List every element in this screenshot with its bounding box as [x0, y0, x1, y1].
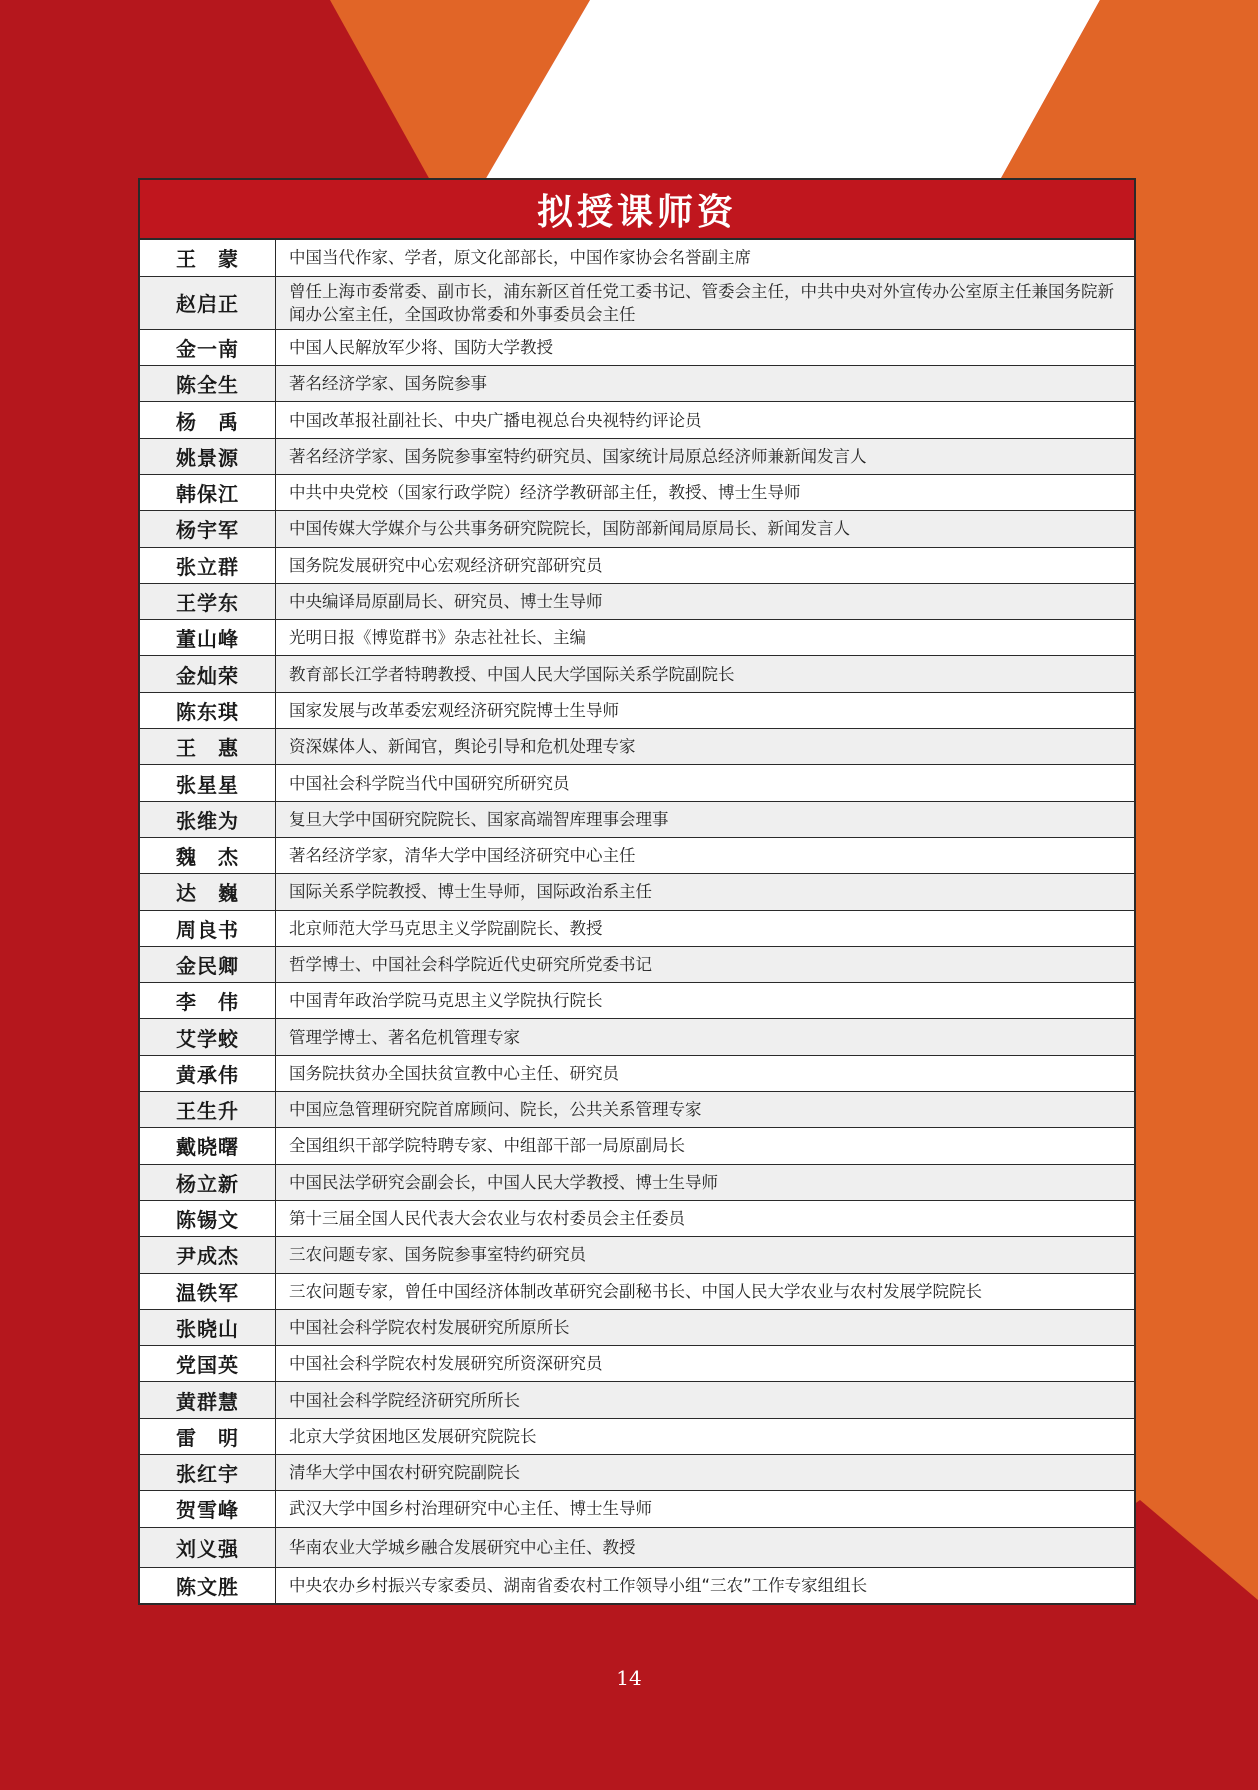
- faculty-description: 第十三届全国人民代表大会农业与农村委员会主任委员: [276, 1200, 1135, 1236]
- table-row: [140, 801, 1134, 837]
- table-row: [140, 1309, 1134, 1345]
- faculty-name: 黄群慧: [140, 1382, 276, 1418]
- faculty-description: 全国组织干部学院特聘专家、中组部干部一局原副局长: [276, 1128, 1135, 1164]
- table-row: [140, 366, 1134, 402]
- faculty-name: 刘义强: [140, 1527, 276, 1567]
- faculty-name: 贺雪峰: [140, 1491, 276, 1527]
- table-row: [140, 983, 1134, 1019]
- faculty-description: 北京大学贫困地区发展研究院院长: [276, 1418, 1135, 1454]
- faculty-name: 金一南: [140, 329, 276, 365]
- faculty-description: 中共中央党校（国家行政学院）经济学教研部主任，教授、博士生导师: [276, 474, 1135, 510]
- table-row: [140, 656, 1134, 692]
- table-row: [140, 1273, 1134, 1309]
- faculty-name: 张晓山: [140, 1309, 276, 1345]
- faculty-description: 中央农办乡村振兴专家委员、湖南省委农村工作领导小组“三农”工作专家组组长: [276, 1567, 1135, 1603]
- table-row: [140, 692, 1134, 728]
- table-row: [140, 1092, 1134, 1128]
- table-row: [140, 765, 1134, 801]
- faculty-name: 陈锡文: [140, 1200, 276, 1236]
- faculty-name: 杨 禹: [140, 402, 276, 438]
- faculty-description: 三农问题专家，曾任中国经济体制改革研究会副秘书长、中国人民大学农业与农村发展学院院长: [276, 1273, 1135, 1309]
- faculty-description: 管理学博士、著名危机管理专家: [276, 1019, 1135, 1055]
- table-row: [140, 474, 1134, 510]
- faculty-description: 中国青年政治学院马克思主义学院执行院长: [276, 983, 1135, 1019]
- white-wedge-top: [485, 0, 1100, 180]
- faculty-description: 中国社会科学院农村发展研究所资深研究员: [276, 1346, 1135, 1382]
- table-row: [140, 1055, 1134, 1091]
- faculty-name: 王 惠: [140, 729, 276, 765]
- table-row: [140, 729, 1134, 765]
- faculty-description: 中国民法学研究会副会长，中国人民大学教授、博士生导师: [276, 1164, 1135, 1200]
- table-row: [140, 1491, 1134, 1527]
- faculty-table: [138, 178, 1136, 1605]
- faculty-list: [140, 240, 1134, 1603]
- faculty-description: 国务院扶贫办全国扶贫宣教中心主任、研究员: [276, 1055, 1135, 1091]
- faculty-description: 资深媒体人、新闻官，舆论引导和危机处理专家: [276, 729, 1135, 765]
- table-row: [140, 511, 1134, 547]
- faculty-description: 著名经济学家、国务院参事: [276, 366, 1135, 402]
- faculty-name: 陈文胜: [140, 1567, 276, 1603]
- faculty-name: 韩保江: [140, 474, 276, 510]
- table-row: [140, 1382, 1134, 1418]
- faculty-name: 艾学蛟: [140, 1019, 276, 1055]
- faculty-description: 中国传媒大学媒介与公共事务研究院院长，国防部新闻局原局长、新闻发言人: [276, 511, 1135, 547]
- faculty-name: 陈全生: [140, 366, 276, 402]
- faculty-name: 董山峰: [140, 620, 276, 656]
- table-row: [140, 329, 1134, 365]
- table-row: [140, 1418, 1134, 1454]
- table-row: [140, 1346, 1134, 1382]
- faculty-description: 中央编译局原副局长、研究员、博士生导师: [276, 583, 1135, 619]
- faculty-description: 武汉大学中国乡村治理研究中心主任、博士生导师: [276, 1491, 1135, 1527]
- faculty-name: 金民卿: [140, 946, 276, 982]
- faculty-description: 国际关系学院教授、博士生导师，国际政治系主任: [276, 874, 1135, 910]
- table-row: [140, 402, 1134, 438]
- faculty-description: 复旦大学中国研究院院长、国家高端智库理事会理事: [276, 801, 1135, 837]
- table-row: [140, 1567, 1134, 1603]
- table-row: [140, 583, 1134, 619]
- faculty-description: 中国改革报社副社长、中央广播电视总台央视特约评论员: [276, 402, 1135, 438]
- faculty-name: 戴晓曙: [140, 1128, 276, 1164]
- faculty-name: 尹成杰: [140, 1237, 276, 1273]
- faculty-description: 著名经济学家，清华大学中国经济研究中心主任: [276, 837, 1135, 873]
- faculty-name: 周良书: [140, 910, 276, 946]
- faculty-name: 姚景源: [140, 438, 276, 474]
- table-row: [140, 276, 1134, 329]
- faculty-name: 王生升: [140, 1092, 276, 1128]
- faculty-description: 中国社会科学院经济研究所所长: [276, 1382, 1135, 1418]
- table-row: [140, 240, 1134, 276]
- faculty-description: 中国当代作家、学者，原文化部部长，中国作家协会名誉副主席: [276, 240, 1135, 276]
- faculty-description: 北京师范大学马克思主义学院副院长、教授: [276, 910, 1135, 946]
- table-row: [140, 1200, 1134, 1236]
- faculty-description: 曾任上海市委常委、副市长，浦东新区首任党工委书记、管委会主任，中共中央对外宣传办公室原主任兼国务院新闻办公室主任，全国政协常委和外事委员会主任: [276, 276, 1135, 329]
- faculty-description: 国务院发展研究中心宏观经济研究部研究员: [276, 547, 1135, 583]
- faculty-description: 中国应急管理研究院首席顾问、院长，公共关系管理专家: [276, 1092, 1135, 1128]
- faculty-name: 党国英: [140, 1346, 276, 1382]
- table-title: 拟授课师资: [140, 180, 1134, 240]
- faculty-description: 中国社会科学院当代中国研究所研究员: [276, 765, 1135, 801]
- table-row: [140, 837, 1134, 873]
- faculty-name: 雷 明: [140, 1418, 276, 1454]
- table-row: [140, 910, 1134, 946]
- faculty-name: 张星星: [140, 765, 276, 801]
- faculty-description: 光明日报《博览群书》杂志社社长、主编: [276, 620, 1135, 656]
- table-row: [140, 1019, 1134, 1055]
- faculty-name: 魏 杰: [140, 837, 276, 873]
- faculty-name: 杨立新: [140, 1164, 276, 1200]
- faculty-name: 王 蒙: [140, 240, 276, 276]
- faculty-name: 温铁军: [140, 1273, 276, 1309]
- faculty-name: 赵启正: [140, 276, 276, 329]
- table-row: [140, 1527, 1134, 1567]
- faculty-name: 杨宇军: [140, 511, 276, 547]
- faculty-description: 华南农业大学城乡融合发展研究中心主任、教授: [276, 1527, 1135, 1567]
- faculty-description: 中国人民解放军少将、国防大学教授: [276, 329, 1135, 365]
- table-row: [140, 1128, 1134, 1164]
- table-row: [140, 874, 1134, 910]
- faculty-name: 陈东琪: [140, 692, 276, 728]
- table-row: [140, 438, 1134, 474]
- faculty-name: 达 巍: [140, 874, 276, 910]
- faculty-name: 金灿荣: [140, 656, 276, 692]
- faculty-name: 李 伟: [140, 983, 276, 1019]
- faculty-description: 三农问题专家、国务院参事室特约研究员: [276, 1237, 1135, 1273]
- table-row: [140, 1164, 1134, 1200]
- faculty-name: 张红宇: [140, 1455, 276, 1491]
- table-row: [140, 1455, 1134, 1491]
- faculty-description: 教育部长江学者特聘教授、中国人民大学国际关系学院副院长: [276, 656, 1135, 692]
- faculty-name: 张维为: [140, 801, 276, 837]
- faculty-name: 黄承伟: [140, 1055, 276, 1091]
- table-row: [140, 946, 1134, 982]
- faculty-description: 中国社会科学院农村发展研究所原所长: [276, 1309, 1135, 1345]
- faculty-name: 张立群: [140, 547, 276, 583]
- table-row: [140, 1237, 1134, 1273]
- faculty-description: 哲学博士、中国社会科学院近代史研究所党委书记: [276, 946, 1135, 982]
- table-row: [140, 620, 1134, 656]
- faculty-description: 著名经济学家、国务院参事室特约研究员、国家统计局原总经济师兼新闻发言人: [276, 438, 1135, 474]
- table-row: [140, 547, 1134, 583]
- faculty-description: 国家发展与改革委宏观经济研究院博士生导师: [276, 692, 1135, 728]
- page-number: 14: [616, 1666, 642, 1690]
- faculty-description: 清华大学中国农村研究院副院长: [276, 1455, 1135, 1491]
- faculty-name: 王学东: [140, 583, 276, 619]
